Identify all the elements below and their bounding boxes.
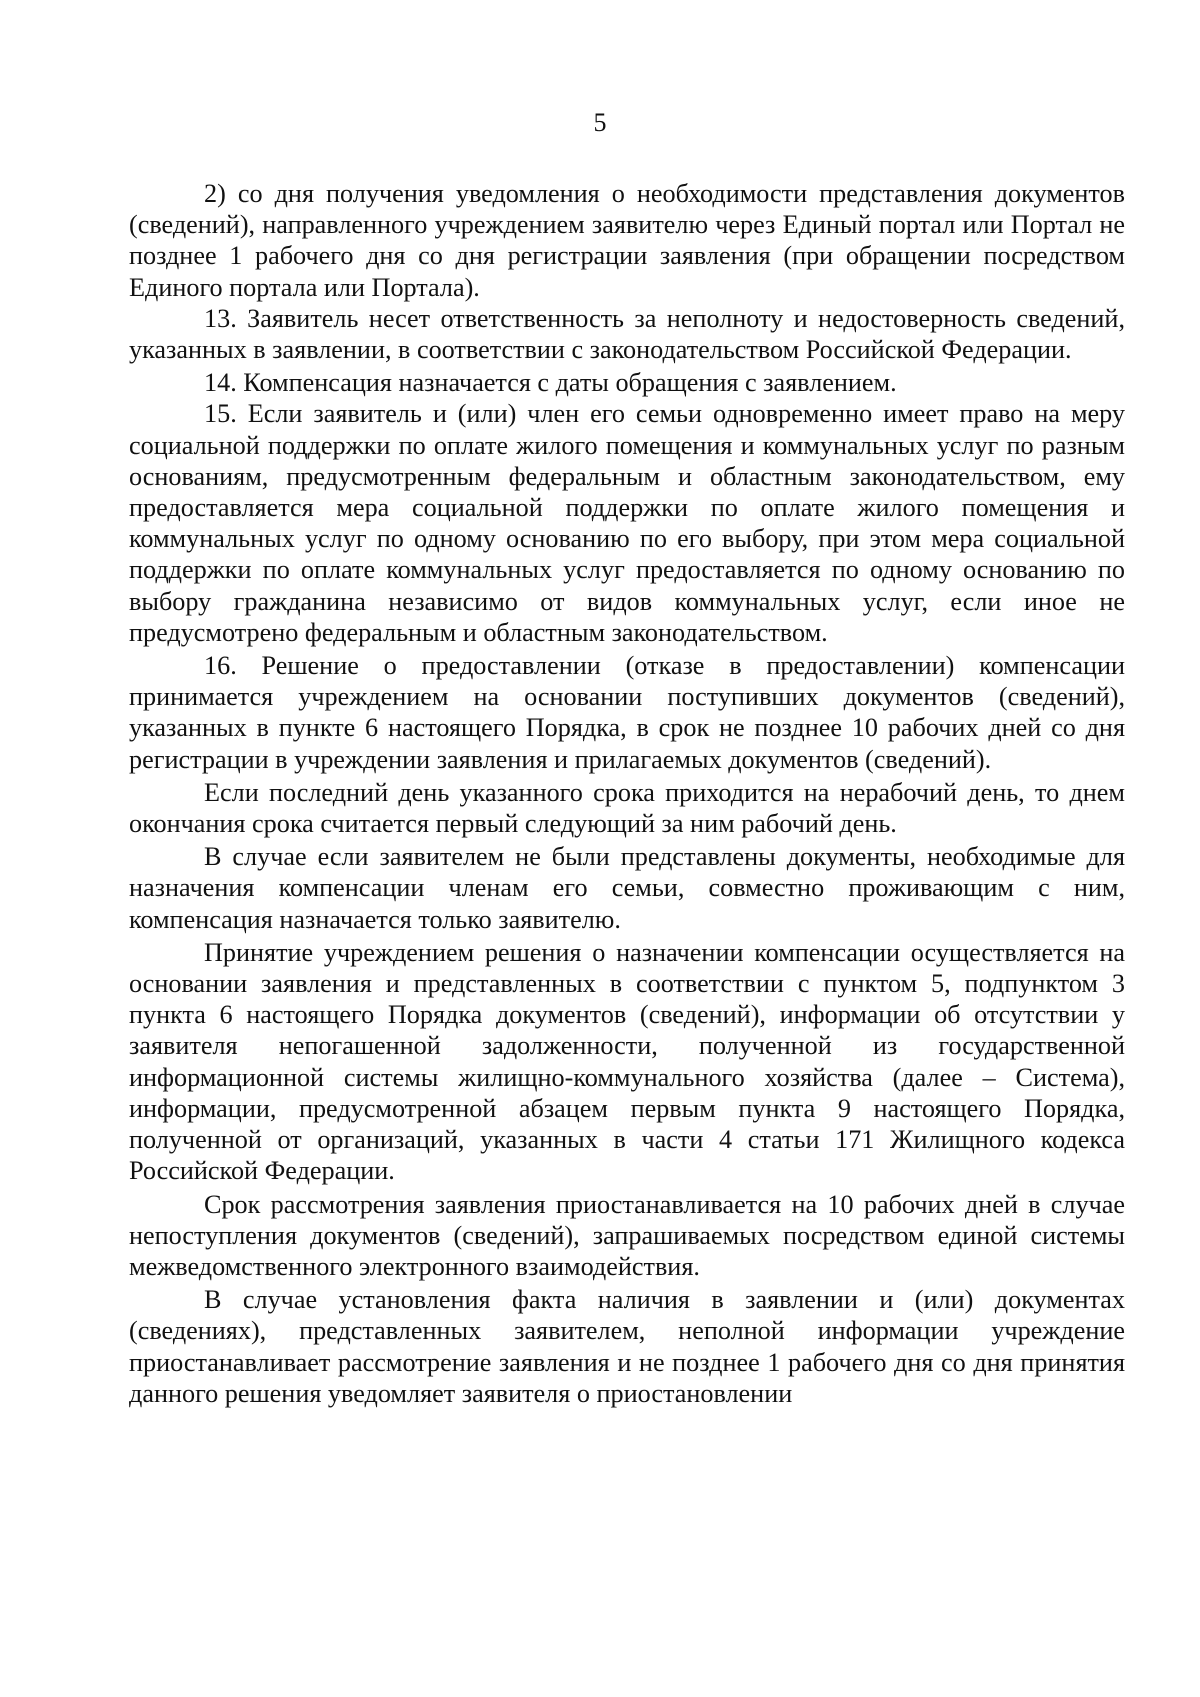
paragraph-14: 14. Компенсация назначается с даты обращения с заявлением. xyxy=(204,368,897,398)
paragraph-15: 15. Если заявитель и (или) член его семьи одновременно имеет право на меру социальной поддержки по оплате жилого помещения и коммунальных услуг по разным основаниям, предусмотренным федеральным и областным законодательством, ему предоставляется мера социальной поддержки по оплате жилого помещения и коммунальных услуг по одному основанию по его выбору, при этом мера социальной поддержки по оплате коммунальных услуг предоставляется по одному основанию по выбору гражданина независимо от видов коммунальных услуг, если иное не предусмотрено федеральным и областным законодательством. xyxy=(129,399,1125,647)
paragraph-16: 16. Решение о предоставлении (отказе в предоставлении) компенсации принимается учреждением на основании поступивших документов (сведений), указанных в пункте 6 настоящего Порядка, в срок не позднее 10 рабочих дней со дня регистрации в учреждении заявления и прилагаемых документов (сведений). xyxy=(129,651,1125,774)
paragraph-16-decision-basis: Принятие учреждением решения о назначении компенсации осуществляется на основании заявления и представленных в соответствии с пунктом 5, подпунктом 3 пункта 6 настоящего Порядка документов (сведений), информации об отсутствии у заявителя непогашенной задолженности, полученной из государственной информационной системы жилищно-коммунального хозяйства (далее – Система), информации, предусмотренной абзацем первым пункта 9 настоящего Порядка, полученной от организаций, указанных в части 4 статьи 171 Жилищного кодекса Российской Федерации. xyxy=(129,937,1125,1186)
paragraph-12-2: 2) со дня получения уведомления о необходимости представления документов (сведений), направленного учреждением заявителю через Единый портал или Портал не позднее 1 рабочего дня со дня регистрации заявления (при обращении посредством Единого портала или Портала). xyxy=(129,179,1125,302)
paragraph-16-deadline: Если последний день указанного срока приходится на нерабочий день, то днем окончания срока считается первый следующий за ним рабочий день. xyxy=(129,777,1125,839)
page-number: 5 xyxy=(593,108,607,137)
paragraph-16-incomplete-info: В случае установления факта наличия в заявлении и (или) документах (сведениях), представленных заявителем, неполной информации учреждение приостанавливает рассмотрение заявления и не позднее 1 рабочего дня со дня принятия данного решения уведомляет заявителя о приостановлении xyxy=(129,1285,1125,1408)
paragraph-16-family: В случае если заявителем не были представлены документы, необходимые для назначения компенсации членам его семьи, совместно проживающим с ним, компенсация назначается только заявителю. xyxy=(129,842,1125,934)
document-body xyxy=(129,178,1125,1409)
paragraph-16-suspension: Срок рассмотрения заявления приостанавливается на 10 рабочих дней в случае непоступления документов (сведений), запрашиваемых посредством единой системы межведомственного электронного взаимодействия. xyxy=(129,1189,1125,1281)
paragraph-13: 13. Заявитель несет ответственность за неполноту и недостоверность сведений, указанных в заявлении, в соответствии с законодательством Российской Федерации. xyxy=(129,303,1125,365)
